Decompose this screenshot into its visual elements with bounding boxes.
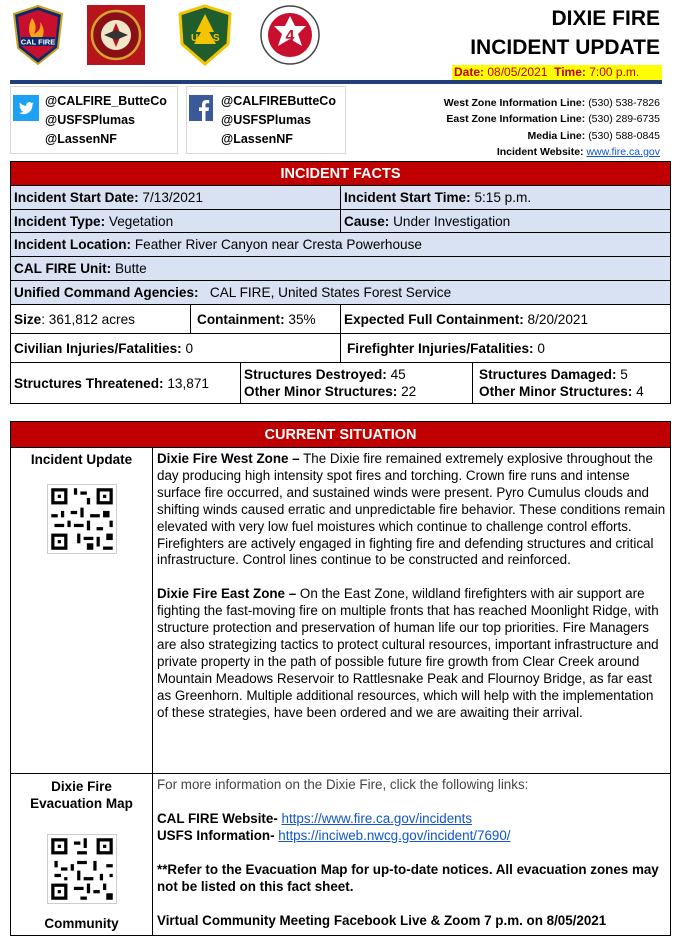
more-info-text: For more information on the Dixie Fire, click the following links: bbox=[157, 777, 529, 792]
contact-lines bbox=[444, 95, 660, 160]
title-line-2: INCIDENT UPDATE bbox=[470, 36, 660, 59]
cause-cell: Cause: Under Investigation bbox=[341, 210, 671, 233]
evacuation-map-qr-code[interactable] bbox=[47, 834, 117, 904]
time-label: Time: bbox=[554, 65, 586, 79]
date-value: 08/05/2021 bbox=[487, 65, 548, 79]
svg-text:U: U bbox=[191, 33, 199, 44]
time-value: 7:00 p.m. bbox=[589, 65, 640, 79]
facebook-box bbox=[186, 86, 346, 154]
title-line-1: DIXIE FIRE bbox=[551, 7, 660, 30]
facts-header-row bbox=[11, 162, 671, 186]
start-time-cell: Incident Start Time: 5:15 p.m. bbox=[341, 186, 671, 210]
inciweb-link[interactable]: https://inciweb.nwcg.gov/incident/7690/ bbox=[278, 827, 511, 843]
incident-update-narrative bbox=[153, 448, 671, 774]
svg-text:S: S bbox=[213, 33, 220, 44]
butte-county-fire-logo bbox=[86, 4, 146, 66]
firefighter-injuries-cell: Firefighter Injuries/Fatalities: 0 bbox=[341, 334, 671, 363]
calfire-logo bbox=[12, 4, 64, 66]
evacuation-map-cell bbox=[11, 774, 153, 936]
evacuation-map-label: Dixie Fire Evacuation Map bbox=[30, 779, 133, 811]
document-title bbox=[470, 4, 660, 62]
more-info-cell bbox=[153, 774, 671, 936]
full-containment-cell: Expected Full Containment: 8/20/2021 bbox=[341, 305, 671, 334]
twitter-handle[interactable]: @LassenNF bbox=[45, 132, 117, 146]
header-rule bbox=[10, 80, 662, 84]
evacuation-note: **Refer to the Evacuation Map for up-to-date notices. All evacuation zones may not be listed on this fact sheet. bbox=[157, 861, 659, 894]
facebook-icon bbox=[189, 95, 213, 121]
size-cell: Size: 361,812 acres bbox=[11, 305, 191, 334]
facebook-handle[interactable]: @LassenNF bbox=[221, 132, 293, 146]
twitter-icon bbox=[13, 95, 39, 121]
incident-type-cell: Incident Type: Vegetation bbox=[11, 210, 341, 233]
contact-website: Incident Website: www.fire.ca.gov bbox=[496, 145, 660, 158]
unified-command-cell: Unified Command Agencies: CAL FIRE, United States Forest Service bbox=[11, 281, 671, 305]
twitter-handle[interactable]: @USFSPlumas bbox=[45, 113, 135, 127]
svg-text:CAL FIRE: CAL FIRE bbox=[20, 37, 56, 47]
calfire-link-line: CAL FIRE Website- https://www.fire.ca.gov/incidents bbox=[157, 810, 473, 826]
incident-update-label: Incident Update bbox=[30, 452, 133, 467]
facebook-handle[interactable]: @USFSPlumas bbox=[221, 113, 311, 127]
svg-text:4: 4 bbox=[285, 28, 295, 45]
date-time-bar bbox=[452, 65, 662, 80]
usfs-link-line: USFS Information- https://inciweb.nwcg.gov/incident/7690/ bbox=[157, 827, 511, 843]
contact-media: Media Line: (530) 588-0845 bbox=[527, 129, 660, 142]
calfire-unit-cell: CAL FIRE Unit: Butte bbox=[11, 257, 671, 281]
community-label: Community bbox=[44, 916, 119, 931]
calfire-incidents-link[interactable]: https://www.fire.ca.gov/incidents bbox=[281, 810, 473, 826]
community-meeting-note: Virtual Community Meeting Facebook Live & Zoom 7 p.m. on 8/05/2021 bbox=[157, 912, 607, 928]
facebook-handle[interactable]: @CALFIREButteCo bbox=[221, 94, 336, 108]
twitter-handle[interactable]: @CALFIRE_ButteCo bbox=[45, 94, 167, 108]
incident-facts-table bbox=[10, 161, 671, 404]
team-4-logo bbox=[260, 4, 320, 66]
facts-header: INCIDENT FACTS bbox=[11, 162, 671, 186]
contact-east: East Zone Information Line: (530) 289-6735 bbox=[446, 113, 660, 126]
incident-update-cell bbox=[11, 448, 153, 774]
date-label: Date: bbox=[454, 65, 485, 79]
situation-header: CURRENT SITUATION bbox=[11, 422, 671, 448]
east-zone-paragraph: Dixie Fire East Zone – On the East Zone, wildland firefighters with air support are fighting the fast-moving fire on multiple fronts that has reached Moonlight Ridge, with structure protection and preservation of human life our top priorities. Fire Managers are also strategizing tactics to protect cultural resources, important infrastructure and private property in the path of possible future fire growth from Clear Creek around Mountain Meadows Reservoir to Rattlesnake Peak and Flournoy Bridge, as far east as Greenhorn. Multiple additional resources, which will help with the implementation of these strategies, have been ordered and we are awaiting their arrival. bbox=[157, 586, 659, 720]
structures-destroyed-cell: Structures Destroyed: 45 Other Minor Structures: 22 bbox=[241, 363, 473, 404]
incident-website-link[interactable]: www.fire.ca.gov bbox=[586, 145, 660, 158]
civilian-injuries-cell: Civilian Injuries/Fatalities: 0 bbox=[11, 334, 341, 363]
contact-west: West Zone Information Line: (530) 538-7826 bbox=[443, 97, 660, 109]
twitter-box bbox=[10, 86, 178, 154]
start-date-cell: Incident Start Date: 7/13/2021 bbox=[11, 186, 341, 210]
structures-damaged-cell: Structures Damaged: 5 Other Minor Structures: 4 bbox=[473, 363, 671, 404]
incident-location-cell: Incident Location: Feather River Canyon near Cresta Powerhouse bbox=[11, 233, 671, 257]
structures-threatened-cell: Structures Threatened: 13,871 bbox=[11, 363, 241, 404]
forest-service-logo bbox=[178, 4, 232, 66]
containment-cell: Containment: 35% bbox=[191, 305, 341, 334]
incident-update-qr-code[interactable] bbox=[47, 484, 117, 554]
west-zone-paragraph: Dixie Fire West Zone – The Dixie fire remained extremely explosive throughout the day producing high intensity spot fires and torching. Crown fire runs and intense surface fire occurred, and sustained winds were present. Pyro Cumulus clouds and shifting winds caused erratic and unpredictable fire behavior. These conditions remain elevated with very low fuel moistures which continue to challenge control efforts. Firefighters are actively engaged in fighting fire and defending structures and critical infrastructure. Control lines continue to be constructed and reinforced. bbox=[157, 451, 666, 568]
current-situation-table bbox=[10, 421, 671, 936]
